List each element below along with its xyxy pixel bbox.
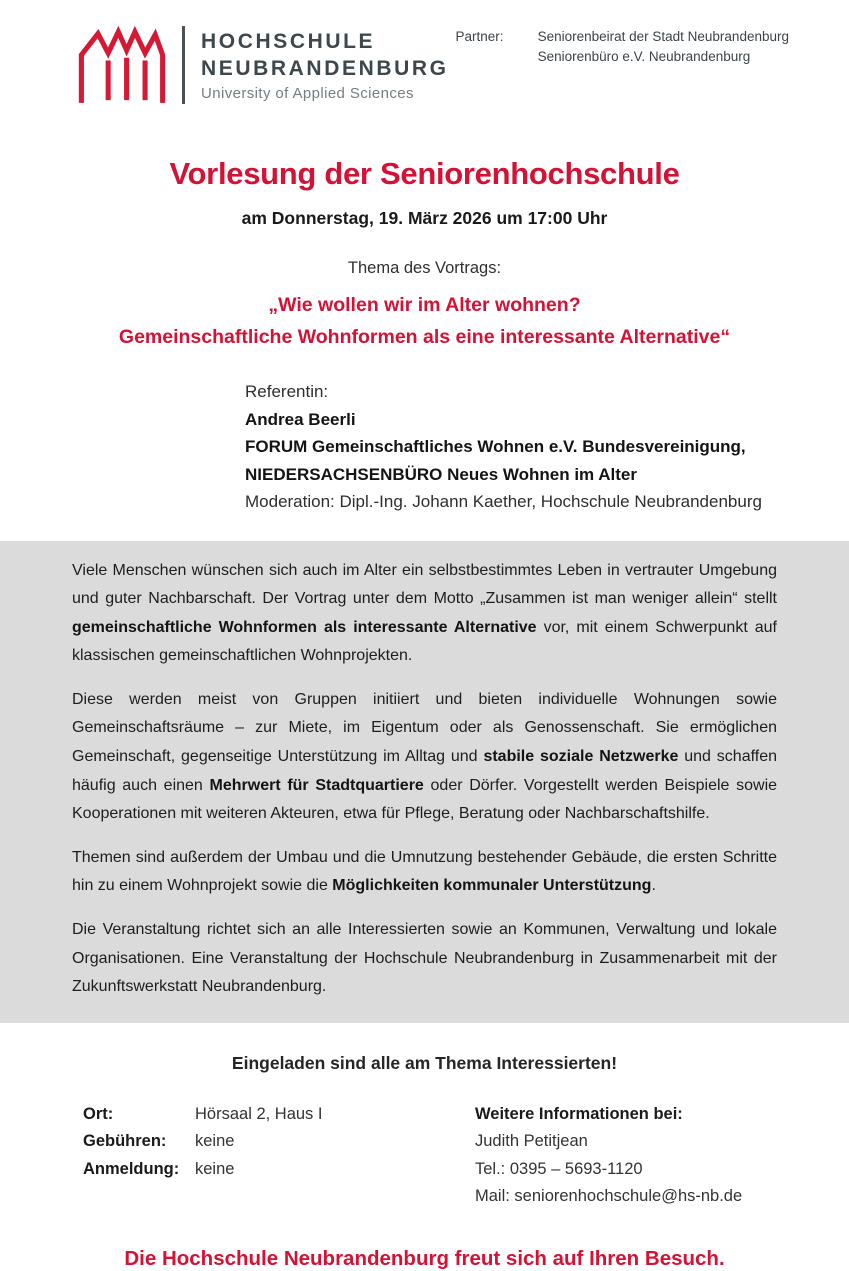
- topic-line1: „Wie wollen wir im Alter wohnen?: [268, 294, 581, 316]
- details-section: [83, 1101, 789, 1211]
- partner-list: [538, 27, 789, 67]
- detail-label: Ort:: [83, 1104, 114, 1123]
- partner-line: Seniorenbeirat der Stadt Neubrandenburg: [537, 29, 789, 44]
- contact-block: [475, 1101, 789, 1211]
- university-gate-logo-icon: [74, 26, 170, 106]
- detail-label: Anmeldung:: [83, 1159, 180, 1178]
- event-datetime: am Donnerstag, 19. März 2026 um 17:00 Uhr: [241, 208, 608, 228]
- wordmark-subtitle: University of Applied Sciences: [201, 85, 414, 102]
- detail-label: Gebühren:: [83, 1132, 167, 1151]
- partner-label: Partner:: [455, 29, 504, 44]
- contact-heading: Weitere Informationen bei:: [475, 1104, 683, 1123]
- description-paragraph: Themen sind außerdem der Umbau und die Umnutzung bestehender Gebäude, die ersten Schritte hin zu einem Wohnprojekt sowie die Möglichkeiten kommunaler Unterstützung.: [72, 848, 777, 895]
- brand-divider: [182, 26, 185, 104]
- description-paragraph: Die Veranstaltung richtet sich an alle Interessierten sowie an Kommunen, Verwaltung und lokale Organisationen. Eine Veranstaltung der Hochschule Neubrandenburg in Zusammenarbeit mit der Zukunftswerkstatt Neubrandenburg.: [72, 921, 777, 996]
- contact-phone: Tel.: 0395 – 5693-1120: [475, 1159, 643, 1178]
- detail-value: keine: [195, 1132, 235, 1151]
- event-facts: [83, 1101, 475, 1211]
- description-panel: [0, 541, 849, 1023]
- description-paragraph: Viele Menschen wünschen sich auch im Alter ein selbstbestimmtes Leben in vertrauter Umgebung und guter Nachbarschaft. Der Vortrag unter dem Motto „Zusammen ist man weniger allein“ stellt gemeinschaftliche Wohnformen als interessante Alternative vor, mit einem Schwerpunkt auf klassischen gemeinschaftlichen Wohnprojekten.: [72, 561, 778, 665]
- speaker-label: Referentin:: [245, 382, 329, 401]
- description-paragraph: Diese werden meist von Gruppen initiiert und bieten individuelle Wohnungen sowie Gemeinschaftsräume – zur Miete, im Eigentum oder als Genossenschaft. Sie ermöglichen Gemeinschaft, gegenseitige Unterstützung im Alltag und stabile soziale Netzwerke und schaffen häufig auch einen Mehrwert für Stadtquartiere oder Dörfer. Vorgestellt werden Beispiele sowie Kooperationen mit weiteren Akteuren, etwa für Pflege, Beratung oder Nachbarschaftshilfe.: [72, 690, 778, 823]
- event-title: Vorlesung der Seniorenhochschule: [169, 156, 680, 191]
- partner-block: [456, 24, 789, 67]
- detail-value: Hörsaal 2, Haus I: [195, 1104, 323, 1123]
- brand: [74, 24, 449, 106]
- wordmark-line2: NEUBRANDENBURG: [201, 57, 449, 80]
- topic-label: Thema des Vortrags:: [347, 259, 502, 277]
- moderation-line: Moderation: Dipl.-Ing. Johann Kaether, Hochschule Neubrandenburg: [245, 492, 762, 511]
- detail-value: keine: [195, 1159, 235, 1178]
- detail-row: [83, 1156, 475, 1184]
- invitation-text: Eingeladen sind alle am Thema Interessierten!: [231, 1052, 618, 1073]
- speaker-org-line2: NIEDERSACHSENBÜRO Neues Wohnen im Alter: [245, 464, 637, 484]
- closing-text: Die Hochschule Neubrandenburg freut sich auf Ihren Besuch.: [124, 1246, 725, 1270]
- speaker-block: [245, 378, 779, 516]
- contact-email: Mail: seniorenhochschule@hs-nb.de: [475, 1187, 743, 1206]
- speaker-name: Andrea Beerli: [245, 409, 356, 429]
- topic-line2: Gemeinschaftliche Wohnformen als eine interessante Alternative“: [118, 326, 731, 348]
- contact-name: Judith Petitjean: [475, 1132, 588, 1151]
- wordmark: [201, 24, 449, 102]
- speaker-org-line1: FORUM Gemeinschaftliches Wohnen e.V. Bundesvereinigung,: [245, 437, 746, 456]
- topic-title: [0, 289, 849, 353]
- detail-row: [83, 1101, 475, 1129]
- detail-row: [83, 1128, 475, 1156]
- partner-line: Seniorenbüro e.V. Neubrandenburg: [537, 49, 751, 64]
- wordmark-line1: HOCHSCHULE: [201, 30, 376, 53]
- header: [0, 0, 849, 106]
